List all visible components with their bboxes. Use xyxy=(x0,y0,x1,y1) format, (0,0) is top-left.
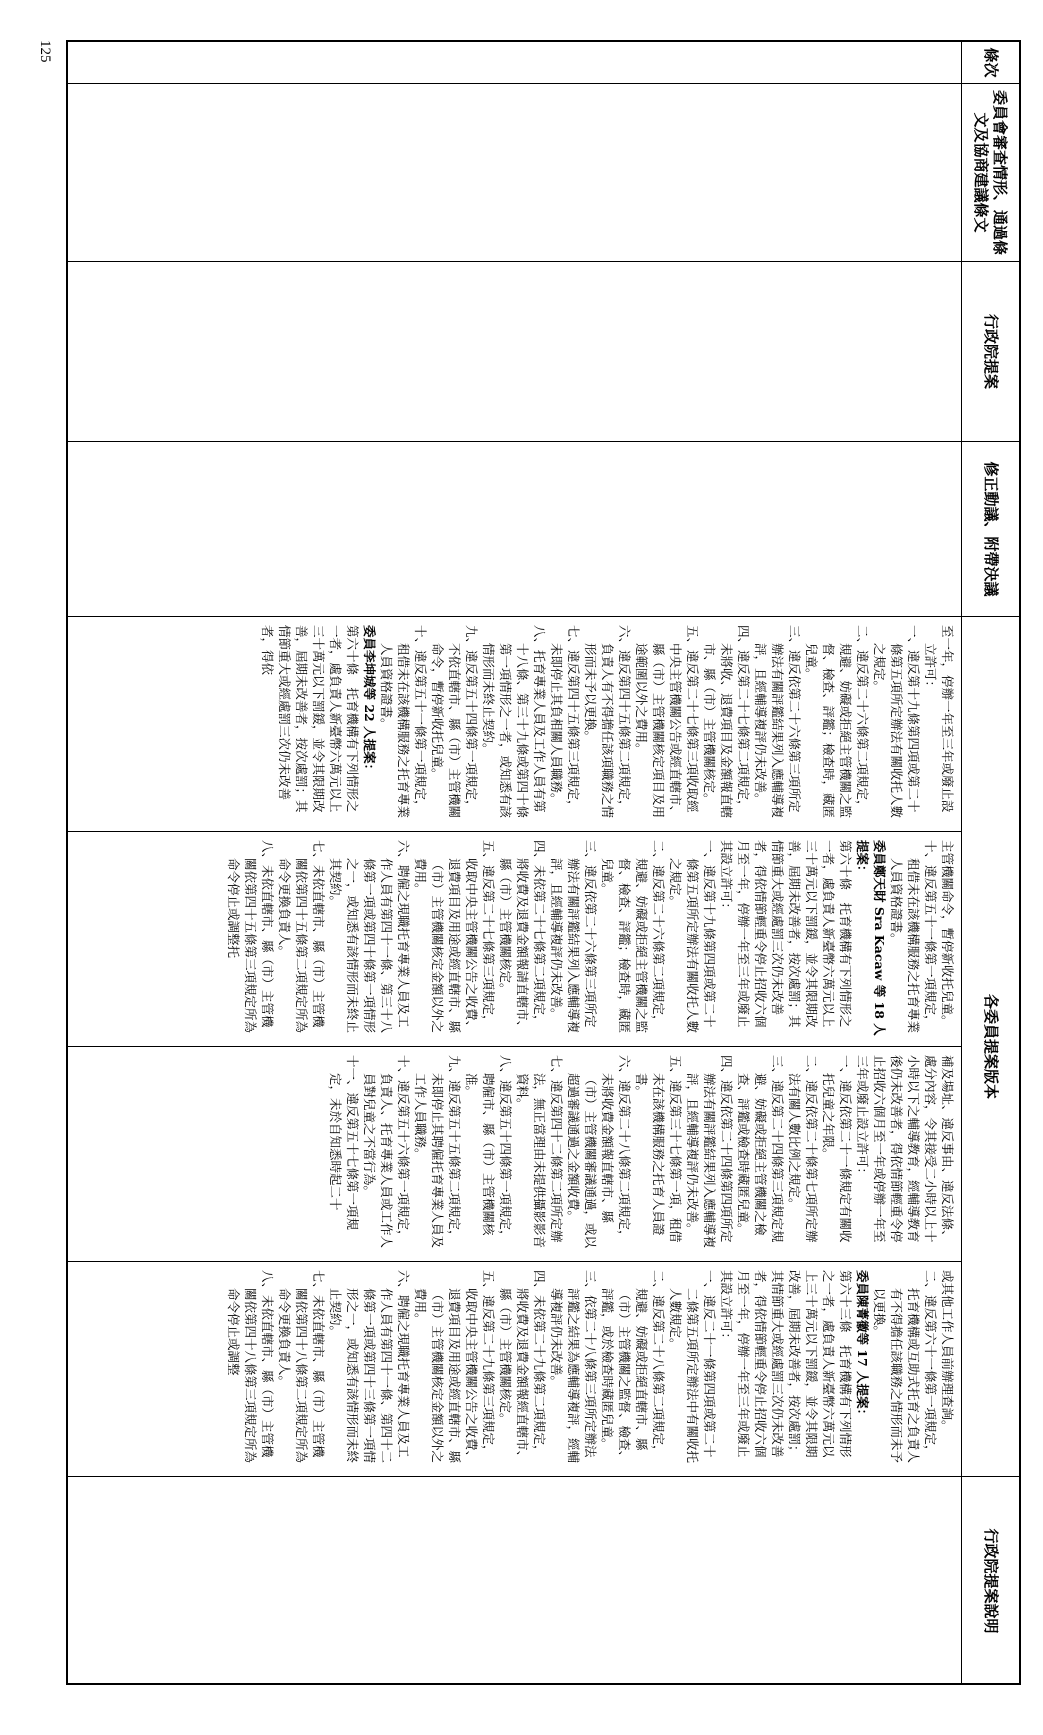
table-header-row xyxy=(961,42,1019,1683)
clause-text: 七、違反第四十五條第三項規定，未即停止其負相關人員職務。 xyxy=(549,625,581,813)
executive-explanation-cell xyxy=(68,1477,962,1685)
clause-text: 四、違反依第二十四條第四項所定辦法有關評鑑結果列入應輔導複評，且經輔導複評仍未改善。 xyxy=(685,1055,734,1249)
clause-text: 三、依第二十八條第三項所定辦法評鑑之結果為應輔導複評，經輔導複評仍未改善。 xyxy=(549,1270,598,1464)
amendments-cell xyxy=(68,442,962,617)
clause-text: 一、違反第十九條第四項或第二十條第五項所定辦法有關收托人數之規定。 xyxy=(872,625,921,819)
header-committee-versions: 各委員提案版本 xyxy=(962,617,1019,1477)
header-amendments: 修正動議、附帶決議 xyxy=(962,442,1019,617)
clause-text: 五、違反第二十七條第三項收取經中央主管機關公告或經直轄市、縣（市）主管機關核定項目及用途範圍以外之費用。 xyxy=(634,625,700,819)
version-column xyxy=(68,832,962,1047)
proposer-heading: 委員鄭天財 Sra Kacaw 等 18 人提案： xyxy=(855,840,887,1036)
version-column xyxy=(68,1262,962,1477)
version-column xyxy=(68,1047,962,1262)
clause-text: 至一年，停辦一年至三年或廢止設立許可： xyxy=(923,625,955,813)
clause-text: 四、違反第二十七條第二項規定，未將收、退費項目及金額報直轄市、縣（市）主管機關核定。 xyxy=(702,625,751,819)
clause-text: 二、違反第二十八條第二項規定，規避、妨礙或拒絕直轄市、縣（市）主管機關之監督、檢查、評鑑，或於檢查時藏匿兒童。 xyxy=(600,1270,666,1464)
clause-text: 二、違反第二十六條第二項規定，規避、妨礙或拒絕主管機關之監督、檢查、評鑑；檢查時，藏匿兒童。 xyxy=(804,625,870,819)
clause-text: 四、未依第二十九條第二項規定，將收費及退費金額報經直轄市、縣（市）主管機關核定。 xyxy=(498,1270,547,1464)
clause-text: 一、違反第十九條第四項或第二十條第五項所定辦法有關收托人數之規定。 xyxy=(668,840,717,1034)
clause-text: 九、違反第五十五條第二項規定，未即停止其聘僱托育專業人員及工作人員職務。 xyxy=(413,1055,462,1249)
clause-text: 第六十條 托育機構有下列情形之一者，處負責人新臺幣六萬元以上三十萬元以下罰鍰，並令其限期改善，屆期未改善者，按次處罰；其情節重大或經處罰三次仍未改善者，得依 xyxy=(260,625,360,813)
clause-text: 補及場址、違反事由、違反法條、處分內容，令其接受二小時以上十小時以下之輔導教育，經輔導教育後仍未改善者，得依情節輕重令停止招收六個月至一年或停辦一年至三年或廢止設立許可： xyxy=(855,1055,955,1243)
clause-text: 七、未依直轄市、縣（市）主管機關依第四十八條第二項規定所為命令更換負責人。 xyxy=(277,1270,326,1464)
clause-text: 主管機關命令，暫停新收托兒童。 xyxy=(940,840,955,1028)
clause-text: 三、違反依第二十六條第三項所定辦法有關評鑑結果列入應輔導複評，且經輔導複評仍未改善。 xyxy=(549,840,598,1034)
article-cell xyxy=(68,42,962,84)
clause-text: 八、未依直轄市、縣（市）主管機關依第四十八條第三項規定所為命令停止或調整 xyxy=(226,1270,275,1464)
clause-text: 五、違反第二十七條第三項規定，收取中央主管機關公告之收費、退費項目及用途或經直轄市、縣（市）主管機關核定金額以外之費用。 xyxy=(413,840,496,1034)
page-number: 125 xyxy=(37,40,53,63)
clause-text: 十、違反第五十一條第一項規定，租借未在該機構服務之托育專業人員資格證書。 xyxy=(889,840,938,1034)
clause-text: 十一、違反第五十七條第一項規定，未於自知悉時起二十 xyxy=(328,1055,360,1231)
clause-text: 一、違反二十一條第四項或第二十二條第五項所定辦法中有關收托人數規定。 xyxy=(668,1270,717,1464)
clause-text: 六、聘僱之現職托育專業人員及工作人員有第四十一條、第四十二條第一項或第四十三條第一項情形之一，或知悉有該情形而未終止契約。 xyxy=(328,1270,411,1464)
clause-text: 五、違反第二十九條第三項規定，收取中央主管機關公告之收費、退費項目及用途或經直轄市、縣（市）主管機關核定金額以外之費用。 xyxy=(413,1270,496,1464)
header-executive-proposal: 行政院提案 xyxy=(962,262,1019,442)
executive-proposal-cell xyxy=(68,262,962,442)
clause-text: 八、違反第五十四條第一項規定，聘僱市、縣（市）主管機關核准。 xyxy=(464,1055,513,1243)
clause-text: 七、違反第四十二條第二項所定辦法，無正當理由未提供攝影影音資料。 xyxy=(515,1055,564,1249)
comparison-table xyxy=(66,40,1021,1685)
header-article: 條次 xyxy=(962,42,1019,84)
clause-text: 第六十條 托育機構有下列情形之一者，處負責人新臺幣六萬元以上三十萬元以下罰鍰，並令其限期改善，屆期未改善者，按次處罰；其情節重大或經處罰三次仍未改善者，得依情節輕重令停止招收六個月至一年，停辦一年至三年或廢止其設立許可： xyxy=(719,840,853,1028)
header-executive-explanation: 行政院提案說明 xyxy=(982,1528,1000,1634)
clause-text: 二、違反第二十六條第二項規定，規避、妨礙或拒絕主管機關之監督、檢查、評鑑；檢查時，藏匿兒童。 xyxy=(600,840,666,1034)
clause-text: 或其他工作人員前辦理查詢。 xyxy=(940,1270,955,1433)
clause-text: 二、違反依第二十條第七項所定辦法有關人數比例之規定。 xyxy=(787,1055,819,1243)
clause-text: 二、違反第六十一條第一項規定，托育機構或互助式托育之負責人有不得擔任該職務之情形而未予以更換。 xyxy=(872,1270,938,1464)
proposer-heading: 委員陳菁徽等 17 人提案： xyxy=(855,1270,870,1422)
clause-text: 七、未依直轄市、縣（市）主管機關依第四十五條第二項規定所為命令更換負責人。 xyxy=(277,840,326,1034)
proposer-heading: 委員李坤城等 22 人提案： xyxy=(362,625,377,777)
clause-text: 八、托育專業人員及工作人員有第十八條、第三十九條或第四十條第一項情形之一者，或知悉有該情形而未終止契約。 xyxy=(481,625,547,819)
clause-text: 一、違反依第二十一條規定有關收托兒童之年限。 xyxy=(821,1055,853,1243)
clause-text: 五、違反第三十七條第一項，租借未在該機構服務之托育人員證書。 xyxy=(634,1055,683,1243)
clause-text: 十、違反第五十一條第一項規定，租借未在該機構服務之托育專業人員資格證書。 xyxy=(379,625,428,819)
version-column xyxy=(68,617,962,832)
clause-text: 六、違反第四十五條第二項規定，負責人有不得擔任該項職務之情形而未予以更換。 xyxy=(583,625,632,819)
clause-text: 九、違反第五十四條第一項規定，不依直轄市、縣（市）主管機關命令，暫停新收托兒童。 xyxy=(430,625,479,819)
clause-text: 十、違反第五十六條第一項規定，負責人、托育專業人員或工作人員對兒童之不當行為。 xyxy=(362,1055,411,1249)
clause-text: 第六十三條 托育機構有下列情形之一者，處負責人新臺幣六萬元以上三十萬元以下罰鍰，並令其限期改善，屆期未改善者，按次處罰；其情節重大或經處罰三次仍未改善者，得依情節輕重令停止招收六個月至一年，停辦一年至三年或廢止其設立許可： xyxy=(719,1270,853,1458)
clause-text: 六、違反第二十八條第二項規定，未將收費金額報直轄市、縣（市）主管機關審議通過，或以超過審議通過之金額收費。 xyxy=(566,1055,632,1249)
clause-text: 三、違反依第二十六條第三項所定辦法有關評鑑結果列入應輔導複評，且經輔導複評仍未改善。 xyxy=(753,625,802,819)
header-committee-review: 委員會審查情形、通過條文及協商建議條文 xyxy=(962,84,1019,262)
clause-text: 六、聘僱之現職托育專業人員及工作人員有第四十一條、第三十八條第一項或第四十條第一項情形之一，或知悉有該情形而未終止其契約。 xyxy=(328,840,411,1034)
committee-review-cell xyxy=(68,84,962,262)
clause-text: 四、未依第二十七條第二項規定，將收費及退費金額報請直轄市、縣（市）主管機關核定。 xyxy=(498,840,547,1034)
clause-text: 三、違反第二十四條第三項規定規避、妨礙或拒絕主管機關之檢查、評鑑或檢查時藏匿兒童。 xyxy=(736,1055,785,1243)
clause-text: 八、未依直轄市、縣（市）主管機關依第四十五條第三項規定所為命令停止或調整托 xyxy=(226,840,275,1034)
